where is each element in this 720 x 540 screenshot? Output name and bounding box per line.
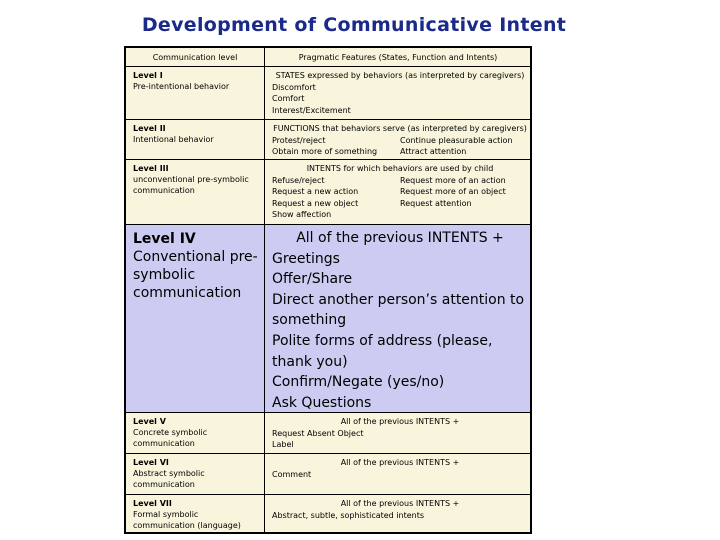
level-description: Pre-intentional behavior (133, 82, 230, 91)
level-description: Conventional pre-symbolic communication (133, 249, 258, 301)
features-heading: All of the previous INTENTS + (340, 499, 460, 508)
feature-pair (272, 198, 528, 210)
features-heading: FUNCTIONS that behaviors serve (as interpreted by caregivers) (273, 124, 527, 133)
level-name: Level IV (133, 231, 196, 247)
table-row-highlighted (126, 225, 530, 412)
feature-item: Obtain more of something (272, 147, 378, 156)
column-header-features: Pragmatic Features (States, Function and Intents) (298, 53, 498, 62)
features-cell (272, 163, 528, 221)
feature-pair (272, 175, 528, 187)
feature-item: Continue pleasurable action (400, 135, 513, 145)
feature-item: Offer/Share (272, 271, 353, 288)
feature-item: Request a new action (272, 187, 359, 196)
table-row (126, 454, 530, 494)
level-cell (133, 123, 259, 145)
feature-item: Request more of an object (400, 187, 506, 196)
level-cell (133, 457, 259, 490)
features-heading: All of the previous INTENTS + (296, 230, 504, 246)
features-heading: INTENTS for which behaviors are used by child (306, 164, 494, 173)
feature-item: Label (272, 440, 294, 449)
level-name: Level VII (133, 499, 172, 508)
feature-item: Comfort (272, 94, 305, 103)
feature-item: Confirm/Negate (yes/no) (272, 374, 445, 391)
feature-item: Comment (272, 469, 312, 479)
level-cell (133, 163, 259, 196)
level-description: Formal symbolic communication (language) (133, 510, 241, 530)
table-row (126, 160, 530, 224)
feature-item: Polite forms of address (please, thank you) (272, 332, 493, 370)
features-cell (272, 123, 528, 158)
table-row (126, 495, 530, 534)
level-cell (133, 498, 259, 531)
table-row (126, 67, 530, 119)
features-cell (272, 498, 528, 521)
level-cell (133, 230, 259, 302)
level-name: Level I (133, 71, 163, 80)
features-heading: STATES expressed by behaviors (as interpreted by caregivers) (275, 71, 525, 80)
feature-item: Request a new object (272, 198, 359, 208)
feature-item: Greetings (272, 250, 340, 267)
level-description: unconventional pre-symbolic communication (133, 175, 249, 195)
column-header-level: Communication level (152, 53, 238, 62)
feature-item: Attract attention (400, 147, 467, 156)
level-description: Intentional behavior (133, 135, 214, 144)
features-heading: All of the previous INTENTS + (340, 458, 460, 467)
level-name: Level VI (133, 458, 169, 467)
feature-item: Direct another person’s attention to something (272, 291, 525, 329)
feature-item: Discomfort (272, 82, 316, 92)
feature-item: Request attention (400, 198, 472, 208)
feature-item: Show affection (272, 210, 332, 219)
level-cell (133, 70, 259, 92)
feature-item: Request more of an action (400, 175, 506, 185)
level-description: Abstract symbolic communication (133, 469, 205, 489)
feature-item: Refuse/reject (272, 175, 325, 185)
feature-item: Protest/reject (272, 135, 326, 145)
feature-pair (272, 146, 528, 158)
table-row (126, 413, 530, 453)
column-divider (264, 48, 265, 532)
feature-pair (272, 186, 528, 198)
communication-levels-table (124, 46, 532, 534)
feature-item: Abstract, subtle, sophisticated intents (272, 510, 425, 520)
feature-item: Ask Questions (272, 394, 372, 411)
level-cell (133, 416, 259, 449)
level-name: Level II (133, 124, 166, 133)
features-cell (272, 228, 528, 413)
feature-item: Request Absent Object (272, 428, 364, 438)
table-row (126, 120, 530, 159)
features-cell (272, 457, 528, 480)
level-name: Level V (133, 417, 166, 426)
page-title: Development of Communicative Intent (141, 14, 567, 36)
features-cell (272, 70, 528, 116)
features-heading: All of the previous INTENTS + (340, 417, 460, 426)
table-header-row (126, 48, 530, 66)
level-name: Level III (133, 164, 169, 173)
feature-pair (272, 135, 528, 147)
features-cell (272, 416, 528, 451)
level-description: Concrete symbolic communication (133, 428, 208, 448)
feature-item: Interest/Excitement (272, 105, 351, 115)
